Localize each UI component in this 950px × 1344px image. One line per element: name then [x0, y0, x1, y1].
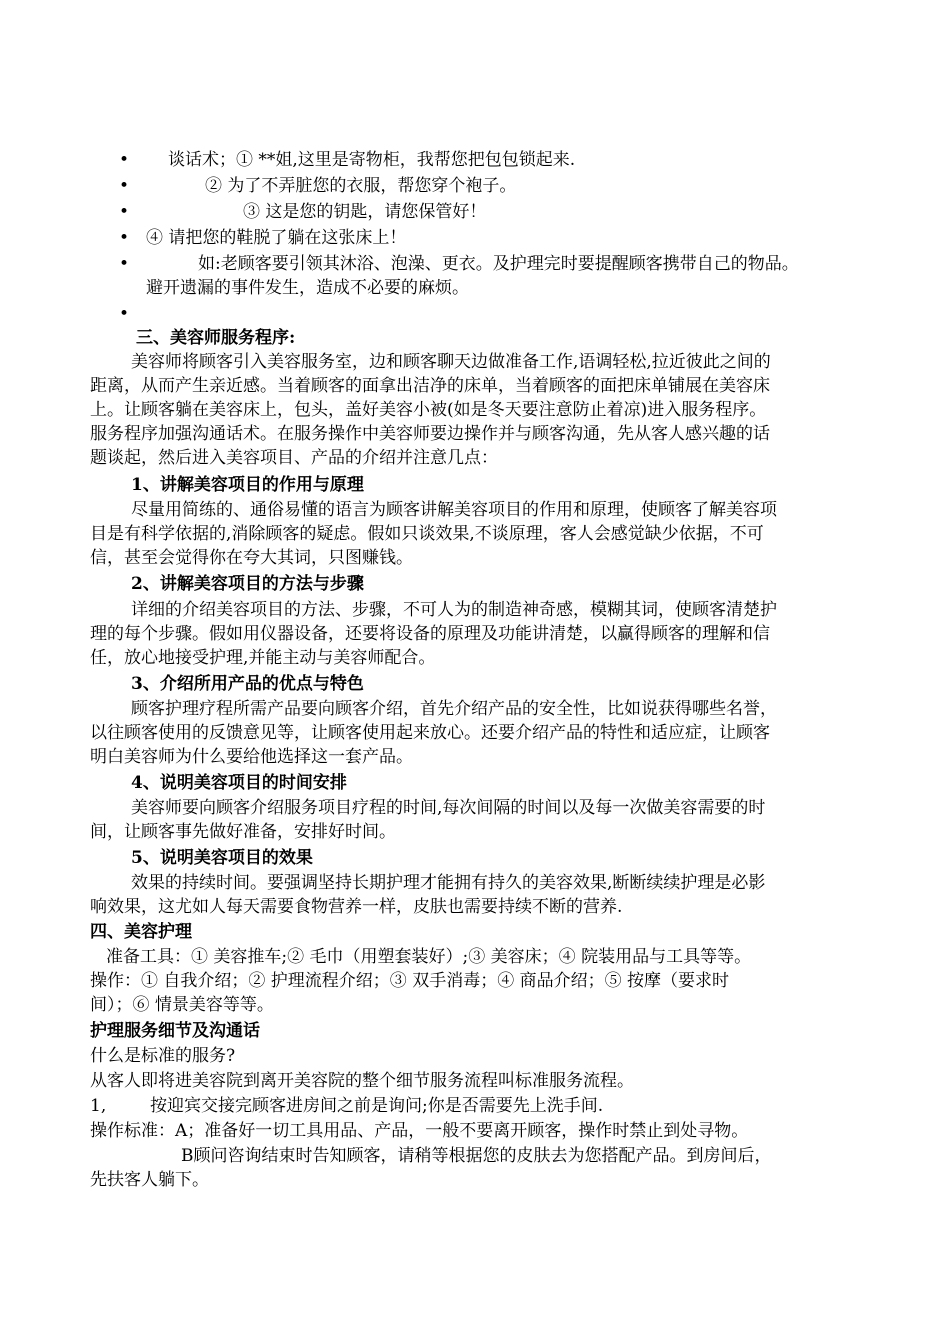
- paragraph-line: 目是有科学依据的,消除顾客的疑虑。假如只谈效果,不谈原理，客人会感觉缺少依据，不可: [90, 524, 764, 544]
- paragraph-line: 服务程序加强沟通话术。在服务操作中美容师要边操作并与顾客沟通，先从客人感兴趣的话: [90, 424, 770, 444]
- subheading-4: 4、说明美容项目的时间安排: [131, 773, 347, 793]
- bullet-marker: •: [119, 202, 130, 222]
- subheading-1: 1、讲解美容项目的作用与原理: [131, 475, 364, 495]
- standard-line: 操作标准：A；准备好一切工具用品、产品，一般不要离开顾客，操作时禁止到处寻物。: [90, 1121, 749, 1141]
- paragraph-line: 距离，从而产生亲近感。当着顾客的面拿出洁净的床单，当着顾客的面把床单铺展在美容床: [90, 376, 770, 396]
- bullet-marker: •: [119, 176, 130, 196]
- paragraph-line: 信，甚至会觉得你在夸大其词，只图赚钱。: [90, 548, 413, 568]
- subheading-2: 2、讲解美容项目的方法与步骤: [131, 574, 364, 594]
- paragraph-line: 上。让顾客躺在美容床上，包头，盖好美容小被(如是冬天要注意防止着凉)进入服务程序。: [90, 400, 767, 420]
- answer-line: 从客人即将进美容院到离开美容院的整个细节服务流程叫标准服务流程。: [90, 1071, 634, 1091]
- bullet-line-5-cont: 避开遗漏的事件发生，造成不必要的麻烦。: [146, 278, 469, 298]
- paragraph-line: 效果的持续时间。要强调坚持长期护理才能拥有持久的美容效果,断断续续护理是必影: [131, 873, 766, 893]
- paragraph-line: 美容师将顾客引入美容服务室，边和顾客聊天边做准备工作,语调轻松,拉近彼此之间的: [131, 352, 771, 372]
- operations-line: 操作：① 自我介绍；② 护理流程介绍；③ 双手消毒；④ 商品介绍；⑤ 按摩（要求时: [90, 971, 730, 991]
- question-line: 什么是标准的服务?: [90, 1046, 236, 1066]
- bullet-marker: •: [119, 150, 130, 170]
- section-3-heading: 三、美容师服务程序:: [136, 328, 296, 348]
- paragraph-line: 间，让顾客事先做好准备，安排好时间。: [90, 822, 396, 842]
- detail-heading: 护理服务细节及沟通话: [90, 1021, 260, 1041]
- subheading-3: 3、介绍所用产品的优点与特色: [131, 674, 364, 694]
- operations-line-cont: 间）；⑥ 情景美容等等。: [90, 995, 274, 1015]
- step-number: 1,: [90, 1096, 107, 1116]
- bullet-line-4: ④ 请把您的鞋脱了躺在这张床上！: [146, 228, 407, 248]
- bullet-line-2: ② 为了不弄脏您的衣服，帮您穿个袍子。: [205, 176, 517, 196]
- tools-line: 准备工具：① 美容推车;② 毛巾（用塑套装好）;③ 美容床；④ 院装用品与工具等等。: [106, 947, 752, 967]
- step-text: 按迎宾交接完顾客进房间之前是询问;你是否需要先上洗手间.: [150, 1096, 604, 1116]
- bullet-line-5: 如:老顾客要引领其沐浴、泡澡、更衣。及护理完时要提醒顾客携带自己的物品。: [198, 254, 799, 274]
- paragraph-line: 响效果，这尤如人每天需要食物营养一样，皮肤也需要持续不断的营养.: [90, 897, 623, 917]
- paragraph-line: 尽量用简练的、通俗易懂的语言为顾客讲解美容项目的作用和原理，使顾客了解美容项: [131, 500, 777, 520]
- paragraph-line: 美容师要向顾客介绍服务项目疗程的时间,每次间隔的时间以及每一次做美容需要的时: [131, 798, 766, 818]
- bullet-line-3: ③ 这是您的钥匙，请您保管好！: [243, 202, 487, 222]
- paragraph-line: 以往顾客使用的反馈意见等，让顾客使用起来放心。还要介绍产品的特性和适应症，让顾客: [90, 723, 770, 743]
- section-4-heading: 四、美容护理: [90, 922, 192, 942]
- paragraph-line: 题谈起，然后进入美容项目、产品的介绍并注意几点：: [90, 448, 498, 468]
- bullet-marker: •: [119, 304, 130, 324]
- bullet-marker: •: [119, 254, 130, 274]
- subheading-5: 5、说明美容项目的效果: [131, 848, 313, 868]
- paragraph-line: 顾客护理疗程所需产品要向顾客介绍，首先介绍产品的安全性，比如说获得哪些名誉，: [131, 699, 777, 719]
- bullet-marker: •: [119, 228, 130, 248]
- paragraph-line: 明白美容师为什么要给他选择这一套产品。: [90, 747, 413, 767]
- standard-b-line-cont: 先扶客人躺下。: [90, 1170, 209, 1190]
- paragraph-line: 理的每个步骤。假如用仪器设备，还要将设备的原理及功能讲清楚，以赢得顾客的理解和信: [90, 624, 770, 644]
- bullet-line-1: 谈话术；① **姐,这里是寄物柜，我帮您把包包锁起来.: [168, 150, 576, 170]
- standard-b-line: B顾问咨询结束时告知顾客，请稍等根据您的皮肤去为您搭配产品。到房间后，: [181, 1146, 772, 1166]
- paragraph-line: 任，放心地接受护理,并能主动与美容师配合。: [90, 648, 436, 668]
- paragraph-line: 详细的介绍美容项目的方法、步骤，不可人为的制造神奇感，模糊其词，使顾客清楚护: [131, 600, 777, 620]
